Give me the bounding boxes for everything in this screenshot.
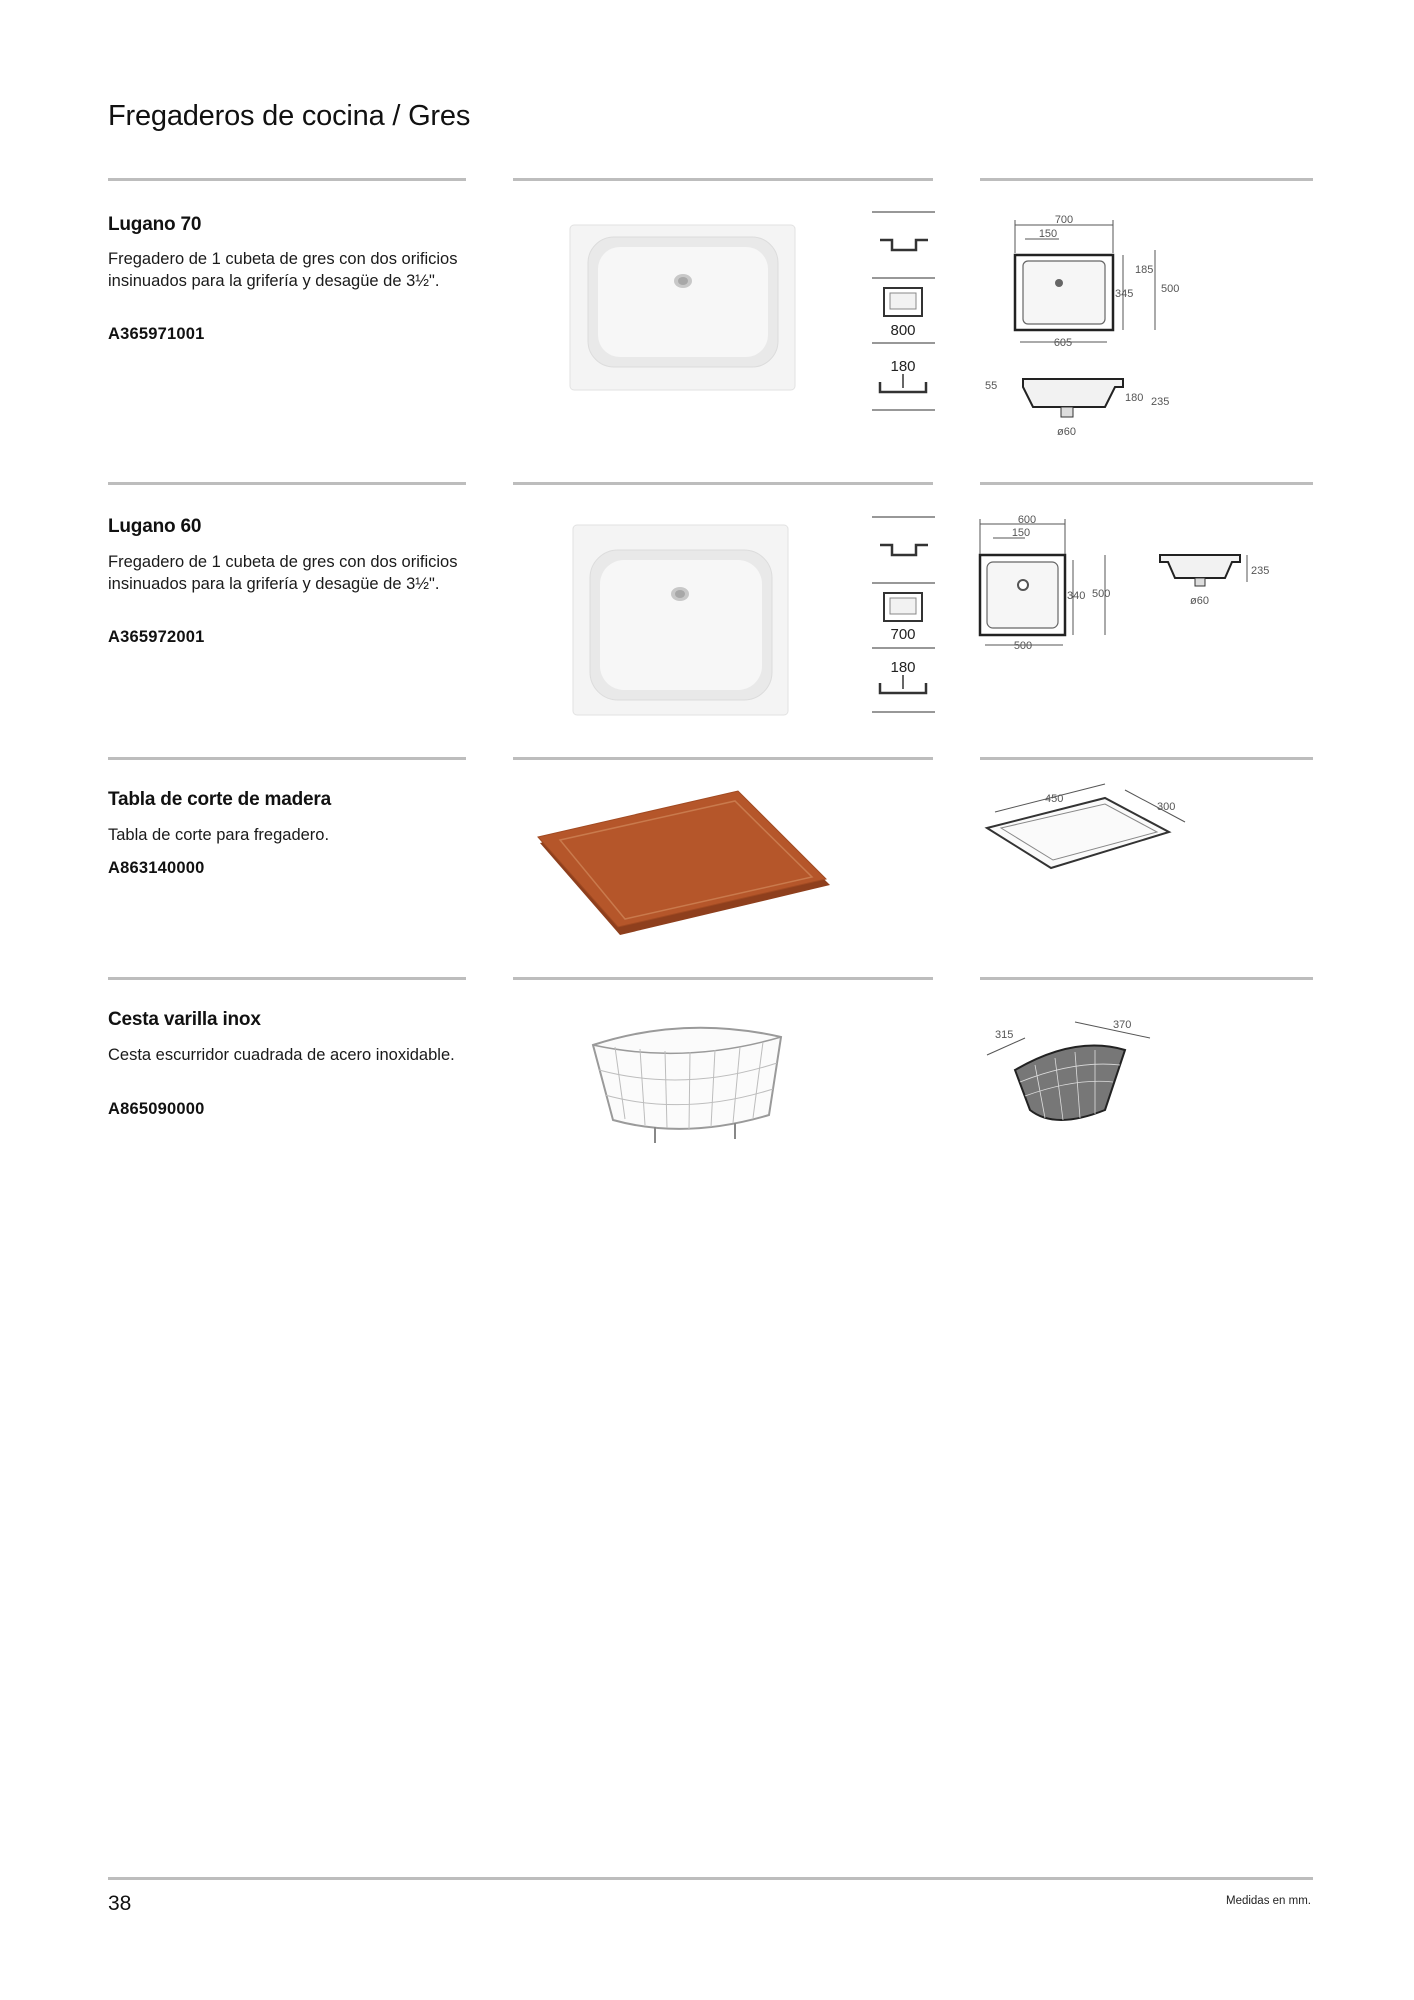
icon-label: 800 xyxy=(890,322,916,339)
section-divider xyxy=(108,482,466,485)
icon-label: 700 xyxy=(890,626,916,643)
dimension-label: 300 xyxy=(1157,801,1176,813)
page-number: 38 xyxy=(108,1892,132,1915)
dimension-label: 180 xyxy=(1125,392,1144,404)
section-divider xyxy=(980,482,1313,485)
product-code: A365972001 xyxy=(108,628,205,646)
dimension-label: 150 xyxy=(1011,527,1031,539)
dimension-label: 600 xyxy=(1017,514,1037,526)
technical-drawing xyxy=(975,510,1275,660)
dimension-label: 370 xyxy=(1113,1019,1132,1031)
page-title: Fregaderos de cocina / Gres xyxy=(108,100,471,132)
section-divider xyxy=(513,178,933,181)
cutting-board-photo xyxy=(530,785,850,945)
dimension-label: 235 xyxy=(1151,396,1170,408)
product-code: A863140000 xyxy=(108,859,205,877)
dimension-label: 315 xyxy=(995,1029,1014,1041)
icon-label: 180 xyxy=(890,659,916,676)
section-divider xyxy=(513,482,933,485)
product-name: Lugano 70 xyxy=(108,214,202,235)
basket-photo xyxy=(585,1015,790,1150)
installation-icons xyxy=(870,210,940,415)
installation-icons xyxy=(870,515,940,720)
product-description: Fregadero de 1 cubeta de gres con dos orificios insinuados para la grifería y desagüe de 3½". xyxy=(108,553,458,593)
section-divider xyxy=(108,977,466,980)
section-divider xyxy=(980,178,1313,181)
units-note: Medidas en mm. xyxy=(1225,1895,1311,1907)
dimension-label: 150 xyxy=(1038,228,1058,240)
section-divider xyxy=(108,178,466,181)
section-divider xyxy=(108,757,466,760)
product-code: A865090000 xyxy=(108,1100,205,1118)
technical-drawing xyxy=(975,780,1215,890)
product-name: Tabla de corte de madera xyxy=(108,789,331,810)
dimension-label: 235 xyxy=(1251,565,1270,577)
dimension-label: 605 xyxy=(1053,337,1073,349)
product-description: Tabla de corte para fregadero. xyxy=(108,826,330,844)
dimension-label: 55 xyxy=(985,380,998,392)
dimension-label: 340 xyxy=(1067,590,1086,602)
dimension-label: 345 xyxy=(1115,288,1134,300)
dimension-label: 185 xyxy=(1135,264,1154,276)
product-code: A365971001 xyxy=(108,325,205,343)
dimension-label: ø60 xyxy=(1057,426,1076,438)
dimension-label: 450 xyxy=(1045,793,1064,805)
product-description: Cesta escurridor cuadrada de acero inoxidable. xyxy=(108,1046,455,1064)
section-divider xyxy=(513,977,933,980)
section-divider xyxy=(513,757,933,760)
product-description: Fregadero de 1 cubeta de gres con dos orificios insinuados para la grifería y desagüe de 3½". xyxy=(108,250,458,290)
dimension-label: 500 xyxy=(1092,588,1111,600)
section-divider xyxy=(980,977,1313,980)
dimension-label: 500 xyxy=(1161,283,1180,295)
product-name: Cesta varilla inox xyxy=(108,1009,261,1030)
technical-drawing xyxy=(975,205,1215,450)
product-name: Lugano 60 xyxy=(108,516,202,537)
section-divider xyxy=(980,757,1313,760)
footer-divider xyxy=(108,1877,1313,1880)
sink-photo xyxy=(508,205,808,415)
icon-label: 180 xyxy=(890,358,916,375)
technical-drawing xyxy=(975,1010,1185,1140)
dimension-label: 700 xyxy=(1054,214,1074,226)
dimension-label: ø60 xyxy=(1190,595,1209,607)
dimension-label: 500 xyxy=(1013,640,1033,652)
sink-photo xyxy=(508,510,808,720)
